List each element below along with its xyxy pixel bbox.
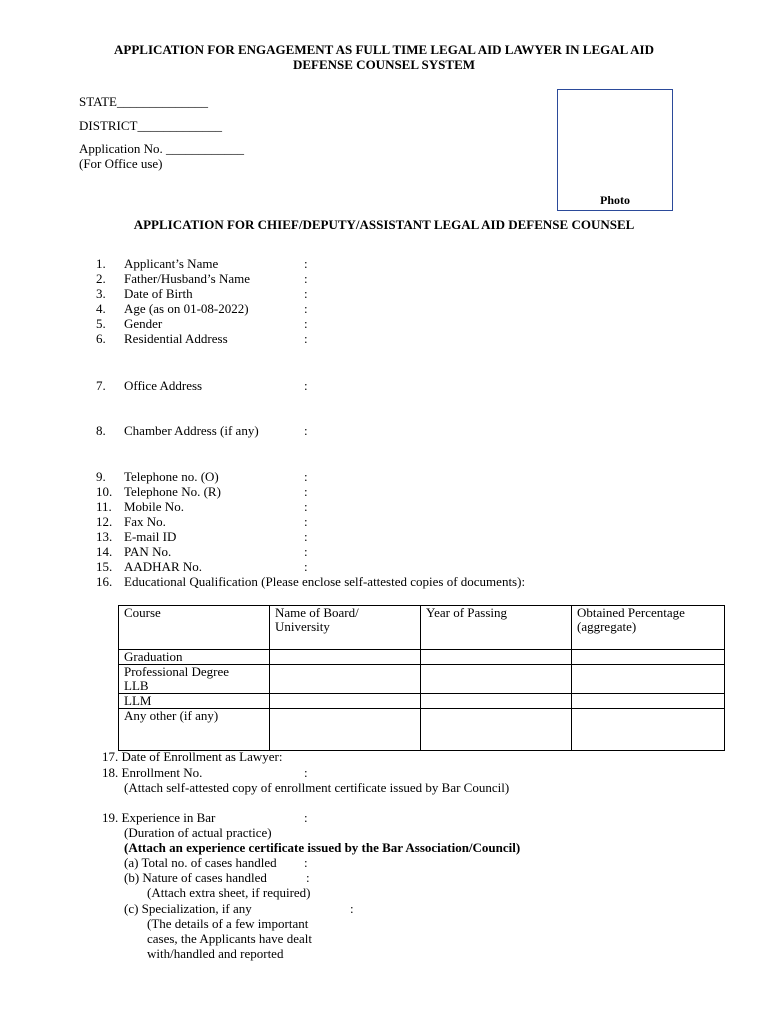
item-date-of-birth[interactable]: 3. Date of Birth : (96, 286, 308, 301)
item-specialization-colon: : (350, 901, 354, 916)
photo-label: Photo (600, 193, 630, 207)
education-table (118, 605, 725, 751)
item-fax-no[interactable]: 12. Fax No. : (96, 514, 308, 529)
course-cell: Any other (if any) (119, 709, 270, 751)
item-experience-colon: : (304, 810, 308, 825)
item-date-of-enrollment[interactable]: 17. Date of Enrollment as Lawyer: (102, 749, 283, 764)
item-residential-address[interactable]: 6. Residential Address : (96, 331, 308, 346)
experience-attach-note: (Attach an experience certificate issued by the Bar Association/Council) (124, 840, 521, 855)
header-year-of-passing: Year of Passing (421, 606, 572, 650)
item-specialization[interactable]: (c) Specialization, if any (124, 901, 252, 916)
table-header-row (119, 606, 725, 650)
course-cell: Graduation (119, 650, 270, 665)
table-row (119, 650, 725, 665)
form-title-line-2: DEFENSE COUNSEL SYSTEM (292, 57, 476, 72)
section-subtitle: APPLICATION FOR CHIEF/DEPUTY/ASSISTANT LEGAL AID DEFENSE COUNSEL (133, 217, 635, 232)
year-cell[interactable] (421, 709, 572, 751)
specialization-note-line-3: with/handled and reported (147, 946, 284, 961)
year-cell[interactable] (421, 650, 572, 665)
percentage-cell[interactable] (572, 694, 725, 709)
header-obtained-percentage: Obtained Percentage (aggregate) (572, 606, 725, 650)
percentage-cell[interactable] (572, 665, 725, 694)
board-cell[interactable] (270, 650, 421, 665)
year-cell[interactable] (421, 665, 572, 694)
photo-box (557, 89, 673, 211)
item-chamber-address[interactable]: 8. Chamber Address (if any) : (96, 423, 308, 438)
percentage-cell[interactable] (572, 709, 725, 751)
board-cell[interactable] (270, 694, 421, 709)
course-cell: LLM (119, 694, 270, 709)
item-email-id[interactable]: 13. E-mail ID : (96, 529, 308, 544)
item-total-cases[interactable]: (a) Total no. of cases handled (124, 855, 277, 870)
item-pan-no[interactable]: 14. PAN No. : (96, 544, 308, 559)
nature-of-cases-note: (Attach extra sheet, if required) (147, 885, 311, 900)
item-mobile-no[interactable]: 11. Mobile No. : (96, 499, 308, 514)
office-use-note: (For Office use) (79, 156, 163, 171)
district-field[interactable]: DISTRICT_____________ (79, 118, 222, 133)
form-title-line-1: APPLICATION FOR ENGAGEMENT AS FULL TIME LEGAL AID LAWYER IN LEGAL AID (114, 42, 654, 57)
specialization-note-line-2: cases, the Applicants have dealt (147, 931, 312, 946)
item-applicant-name[interactable]: 1. Applicant’s Name : (96, 256, 308, 271)
board-cell[interactable] (270, 665, 421, 694)
item-gender[interactable]: 5. Gender : (96, 316, 308, 331)
item-telephone-residence[interactable]: 10. Telephone No. (R) : (96, 484, 308, 499)
application-no-field[interactable]: Application No. ____________ (79, 141, 245, 156)
item-father-husband-name[interactable]: 2. Father/Husband’s Name : (96, 271, 308, 286)
course-cell: Professional Degree LLB (119, 665, 270, 694)
board-cell[interactable] (270, 709, 421, 751)
item-enrollment-no-colon: : (304, 765, 308, 780)
specialization-note-line-1: (The details of a few important (147, 916, 309, 931)
item-age[interactable]: 4. Age (as on 01-08-2022) : (96, 301, 308, 316)
item-aadhar-no[interactable]: 15. AADHAR No. : (96, 559, 308, 574)
item-office-address[interactable]: 7. Office Address : (96, 378, 308, 393)
year-cell[interactable] (421, 694, 572, 709)
item-nature-of-cases-colon: : (306, 870, 310, 885)
item-experience-in-bar[interactable]: 19. Experience in Bar (102, 810, 216, 825)
experience-duration-note: (Duration of actual practice) (124, 825, 272, 840)
item-educational-qualification: 16. Educational Qualification (Please enclose self-attested copies of documents): (96, 574, 526, 589)
item-nature-of-cases[interactable]: (b) Nature of cases handled (124, 870, 267, 885)
enrollment-note: (Attach self-attested copy of enrollment certificate issued by Bar Council) (124, 780, 510, 795)
state-field[interactable]: STATE______________ (79, 94, 208, 109)
table-row (119, 665, 725, 694)
table-row (119, 709, 725, 751)
header-board-university: Name of Board/ University (270, 606, 421, 650)
table-row (119, 694, 725, 709)
item-telephone-office[interactable]: 9. Telephone no. (O) : (96, 469, 308, 484)
item-total-cases-colon: : (304, 855, 308, 870)
percentage-cell[interactable] (572, 650, 725, 665)
item-enrollment-no[interactable]: 18. Enrollment No. (102, 765, 203, 780)
header-course: Course (119, 606, 270, 650)
